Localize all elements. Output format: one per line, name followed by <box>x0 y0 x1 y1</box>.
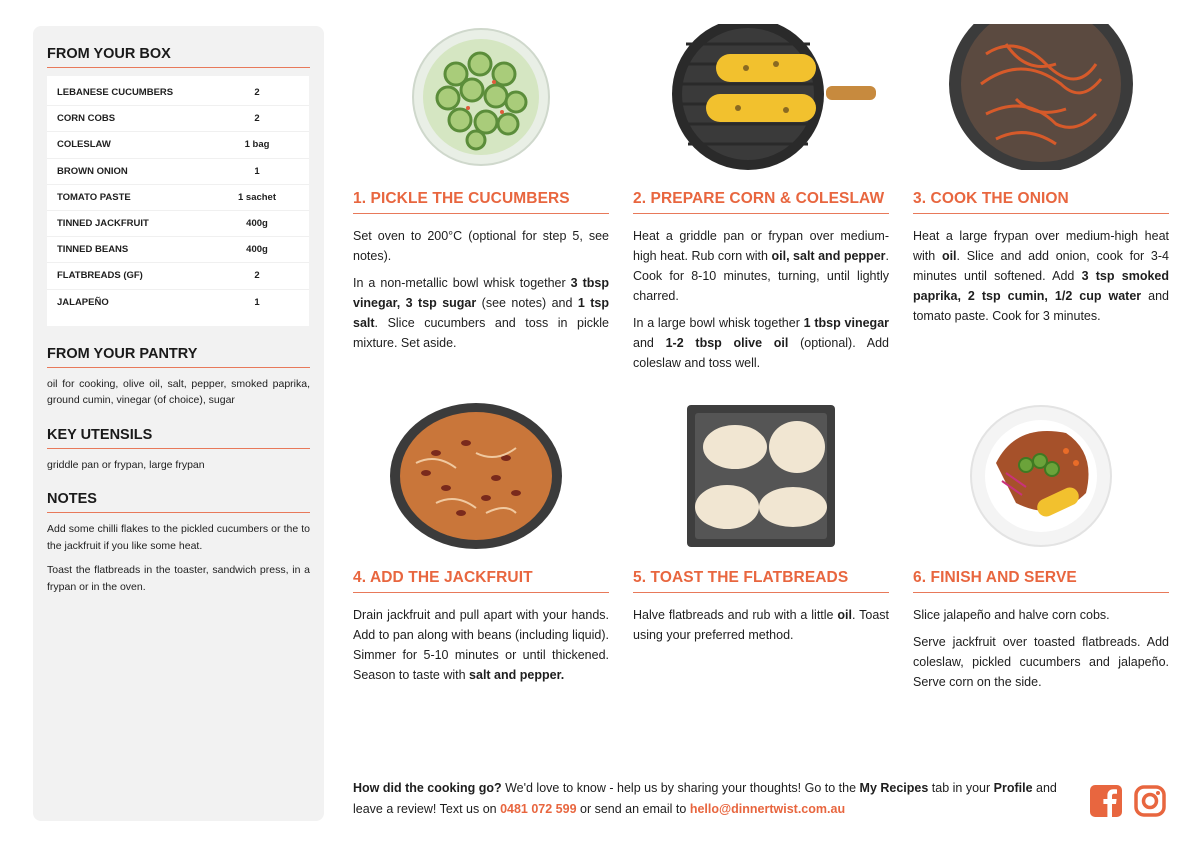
facebook-icon <box>1090 785 1122 817</box>
onion-frypan-image <box>913 24 1169 170</box>
flatbreads-tray-image <box>633 403 889 549</box>
step-paragraph: Heat a griddle pan or frypan over medium-high heat. Rub corn with oil, salt and pepper. Cook for 8-10 minutes, turning, until lightly charred. <box>633 229 889 303</box>
step-1-body <box>353 226 609 353</box>
jackfruit-pan-image <box>353 403 609 549</box>
box-item-row <box>47 290 309 316</box>
corn-griddle-pan-image <box>633 24 889 170</box>
box-item-qty: 1 bag <box>244 139 270 151</box>
step-3-title: 3. COOK THE ONION <box>913 190 1169 214</box>
box-item-name: LEBANESE CUCUMBERS <box>57 87 174 99</box>
utensils-heading: KEY UTENSILS <box>47 427 310 449</box>
step-paragraph: Set oven to 200°C (optional for step 5, see notes). <box>353 229 609 263</box>
served-plate-image <box>913 403 1169 549</box>
from-box-heading: FROM YOUR BOX <box>47 46 310 68</box>
step-5-title: 5. TOAST THE FLATBREADS <box>633 569 889 593</box>
box-item-qty: 1 sachet <box>237 191 277 203</box>
instagram-icon <box>1134 785 1166 817</box>
instagram-link[interactable] <box>1134 785 1166 817</box>
box-item-name: JALAPEÑO <box>57 297 109 309</box>
step-3-body <box>913 226 1169 326</box>
step-2-body <box>633 226 889 373</box>
box-item-qty: 400g <box>246 218 268 230</box>
step-paragraph: In a non-metallic bowl whisk together 3 tbsp vinegar, 3 tsp sugar (see notes) and 1 tsp salt. Slice cucumbers and toss in pickle mixture. Set aside. <box>353 276 610 350</box>
note-1: Add some chilli flakes to the pickled cucumbers or the to the jackfruit if you like some heat. <box>47 523 310 552</box>
box-item-name: CORN COBS <box>57 113 116 125</box>
email-link[interactable]: hello@dinnertwist.com.au <box>689 802 846 816</box>
step-paragraph: In a large bowl whisk together 1 tbsp vinegar and 1-2 tbsp olive oil (optional). Add coleslaw and toss well. <box>633 316 890 370</box>
feedback-footer: How did the cooking go? We'd love to know - help us by sharing your thoughts! Go to the My Recipes tab in your Profile and leave a review! Text us on 0481 072 599 or send an email to hello@dinnertwist.com.au <box>353 781 1057 816</box>
box-item-qty: 1 <box>254 165 260 177</box>
step-paragraph: Slice jalapeño and halve corn cobs. <box>913 608 1110 622</box>
step-4 <box>353 403 609 692</box>
box-item-qty: 400g <box>246 244 268 256</box>
step-1-title: 1. PICKLE THE CUCUMBERS <box>353 190 609 214</box>
notes-section <box>47 491 310 595</box>
pantry-section <box>47 346 310 409</box>
box-item-row <box>47 106 309 132</box>
box-item-name: BROWN ONION <box>57 165 128 177</box>
utensils-text: griddle pan or frypan, large frypan <box>47 458 205 471</box>
step-2-title: 2. PREPARE CORN & COLESLAW <box>633 190 889 214</box>
pantry-text: oil for cooking, olive oil, salt, pepper, smoked paprika, ground cumin, vinegar (of choice), sugar <box>47 377 310 407</box>
step-4-body <box>353 605 609 685</box>
step-6-body <box>913 605 1169 692</box>
ingredients-sidebar <box>33 26 324 821</box>
box-item-qty: 2 <box>254 87 260 99</box>
box-item-row <box>47 185 309 211</box>
box-item-row <box>47 237 309 263</box>
facebook-link[interactable] <box>1090 785 1122 817</box>
box-item-qty: 1 <box>254 297 260 309</box>
box-item-name: TINNED JACKFRUIT <box>57 218 149 230</box>
box-item-row <box>47 159 309 185</box>
step-paragraph: Heat a large frypan over medium-high heat with oil. Slice and add onion, cook for 3-4 minutes until softened. Add 3 tsp smoked paprika, 2 tsp cumin, 1/2 cup water and tomato paste. Cook for 3 minutes. <box>913 229 1169 323</box>
box-item-qty: 2 <box>254 113 260 125</box>
step-6 <box>913 403 1169 699</box>
step-paragraph: Serve jackfruit over toasted flatbreads. Add coleslaw, pickled cucumbers and jalapeño. Serve corn on the side. <box>913 635 1169 689</box>
note-2: Toast the flatbreads in the toaster, sandwich press, in a frypan or in the oven. <box>47 564 310 593</box>
box-item-name: TOMATO PASTE <box>57 191 131 203</box>
box-item-name: FLATBREADS (GF) <box>57 270 143 282</box>
pickled-cucumber-bowl-image <box>353 24 609 170</box>
step-paragraph: Halve flatbreads and rub with a little oil. Toast using your preferred method. <box>633 608 889 642</box>
box-item-row <box>47 80 309 106</box>
box-item-qty: 2 <box>254 270 260 282</box>
step-2 <box>633 24 889 380</box>
step-3 <box>913 24 1169 333</box>
phone-link[interactable]: 0481 072 599 <box>500 802 577 816</box>
step-paragraph: Drain jackfruit and pull apart with your hands. Add to pan along with beans (including liquid). Simmer for 5-10 minutes or until thickened. Season to taste with salt and pepper. <box>353 608 609 682</box>
step-6-title: 6. FINISH AND SERVE <box>913 569 1169 593</box>
utensils-section <box>47 427 310 474</box>
step-5 <box>633 403 889 652</box>
step-4-title: 4. ADD THE JACKFRUIT <box>353 569 609 593</box>
notes-heading: NOTES <box>47 491 310 513</box>
step-1 <box>353 24 609 360</box>
box-item-name: COLESLAW <box>57 139 111 151</box>
box-item-name: TINNED BEANS <box>57 244 129 256</box>
box-items-table <box>47 76 309 326</box>
box-item-row <box>47 211 309 237</box>
step-5-body <box>633 605 889 645</box>
box-item-row <box>47 132 309 158</box>
pantry-heading: FROM YOUR PANTRY <box>47 346 310 368</box>
box-item-row <box>47 263 309 289</box>
